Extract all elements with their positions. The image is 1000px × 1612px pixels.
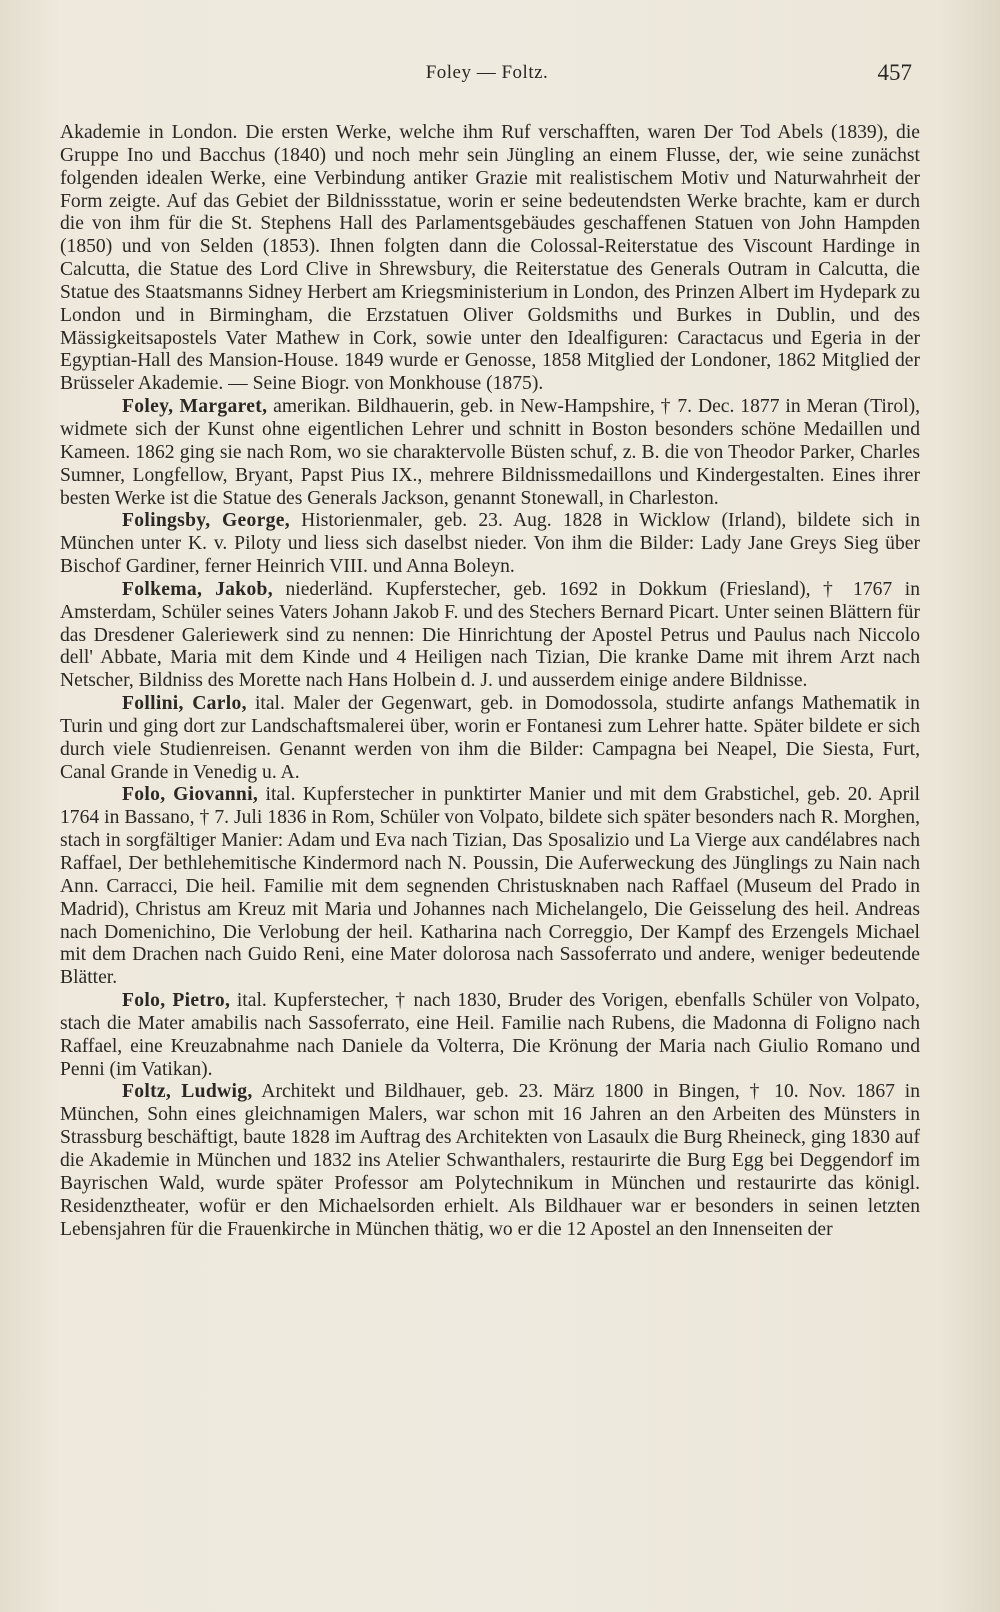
entry-lemma: Folo, Pietro, [122, 990, 231, 1012]
entry-lemma: Folingsby, George, [122, 510, 290, 532]
running-title: Foley — Foltz. [425, 62, 549, 83]
entry-folo-pietro [60, 990, 920, 1081]
entry-folingsby-george [60, 510, 920, 579]
entry-lemma: Follini, Carlo, [122, 693, 247, 715]
entry-text: Historienmaler, geb. 23. Aug. 1828 in Wicklow (Irland), bildete sich in München unter K. v. Piloty und liess sich daselbst nieder. Von ihm die Bilder: Lady Jane Greys Sieg über Bischof Gardiner, ferner Heinrich VIII. und Anna Boleyn. [60, 510, 921, 578]
entry-text: Architekt und Bildhauer, geb. 23. März 1800 in Bingen, † 10. Nov. 1867 in München, Sohn eines gleichnamigen Malers, war schon mit 16 Jahren an den Arbeiten des Münsters in Strassburg beschäftigt, baute 1828 im Auftrag des Architekten von Lasaulx die Burg Rheineck, ging 1830 auf die Akademie in München und 1832 ins Atelier Schwanthalers, restaurirte die Burg Egg bei Deggendorf im Bayrischen Wald, wurde später Professor am Polytechnikum in München und restaurirte das königl. Residenztheater, wofür er den Michaelsorden erhielt. Als Bildhauer war er besonders in seinen letzten Lebensjahren für die Frauenkirche in München thätig, wo er die 12 Apostel an den Innenseiten der [60, 1081, 920, 1240]
entry-text: ital. Maler der Gegenwart, geb. in Domodossola, studirte anfangs Mathematik in Turin und ging dort zur Landschaftsmalerei über, worin er Fontanesi zum Lehrer hatte. Später bildete er sich durch viele Studienreisen. Genannt werden von ihm die Bilder: Campagna bei Neapel, Die Siesta, Furt, Canal Grande in Venedig u. A. [60, 693, 920, 783]
entry-follini-carlo [60, 693, 920, 784]
running-head [62, 62, 912, 94]
entry-folkema-jakob [60, 579, 920, 693]
entry-lemma: Foley, Margaret, [122, 396, 268, 418]
page-number: 457 [877, 60, 912, 85]
entry-lemma: Folo, Giovanni, [122, 784, 259, 806]
entry-text: ital. Kupferstecher in punktirter Manier und mit dem Grabstichel, geb. 20. April 1764 in Bassano, † 7. Juli 1836 in Rom, Schüler von Volpato, bildete sich später besonders nach R. Morghen, stach in sorgfältiger Manier: Adam und Eva nach Tizian, Das Sposalizio und La Vierge aux candélabres nach Raffael, Der bethlehemitische Kindermord nach N. Poussin, Die Auferweckung des Jünglings zu Nain nach Ann. Carracci, Die heil. Familie mit dem segnenden Christusknaben nach Raffael (Museum del Prado in Madrid), Christus am Kreuz mit Maria und Johannes nach Michelangelo, Die Geisselung des heil. Andreas nach Domenichino, Die Verlobung der heil. Katharina nach Correggio, Der Kampf des Erzengels Michael mit dem Drachen nach Guido Reni, eine Mater dolorosa nach Sassoferrato und andere, weniger bedeutende Blätter. [60, 784, 920, 989]
continuation-paragraph [60, 122, 920, 396]
paragraph-text: Akademie in London. Die ersten Werke, welche ihm Ruf verschafften, waren Der Tod Abels (1839), die Gruppe Ino und Bacchus (1840) und noch mehr sein Jüngling an einem Flusse, der, wie seine zunächst folgenden idealen Werke, eine Verbindung antiker Grazie mit realistischem Motiv und Naturwahrheit der Form zeigte. Auf das Gebiet der Bildnissstatue, worin er seine bedeutendsten Werke brachte, kam er durch die von ihm für die St. Stephens Hall des Parlamentsgebäudes geschaffenen Statuen von John Hampden (1850) und von Selden (1853). Ihnen folgten dann die Colossal-Reiterstatue des Viscount Hardinge in Calcutta, die Statue des Lord Clive in Shrewsbury, die Reiterstatue des Generals Outram in Calcutta, die Statue des Staatsmanns Sidney Herbert am Kriegsministerium in London, des Prinzen Albert im Hydepark zu London und in Birmingham, die Erzstatuen Oliver Goldsmiths und Burkes in Dublin, und des Mässigkeitsapostels Vater Mathew in Cork, sowie unter den Idealfiguren: Caractacus und Egeria in der Egyptian-Hall des Mansion-House. 1849 wurde er Genosse, 1858 Mitglied der Londoner, 1862 Mitglied der Brüsseler Akademie. — Seine Biogr. von Monkhouse (1875). [60, 122, 920, 395]
entry-text: niederländ. Kupferstecher, geb. 1692 in Dokkum (Friesland), † 1767 in Amsterdam, Schüler seines Vaters Johann Jakob F. und des Stechers Bernard Picart. Unter seinen Blättern für das Dresdener Galeriewerk sind zu nennen: Die Hinrichtung der Apostel Petrus und Paulus nach Niccolo dell' Abbate, Maria mit dem Kinde und 4 Heiligen nach Tizian, Die kranke Dame mit ihrem Arzt nach Netscher, Bildniss des Morette nach Hans Holbein d. J. und ausserdem einige andere Bildnisse. [60, 578, 920, 692]
entry-lemma: Foltz, Ludwig, [122, 1081, 253, 1103]
entry-text: amerikan. Bildhauerin, geb. in New-Hampshire, † 7. Dec. 1877 in Meran (Tirol), widmete sich der Kunst ohne eigentlichen Lehrer und schnitt in Boston besonders schöne Medaillen und Kameen. 1862 ging sie nach Rom, wo sie charaktervolle Büsten schuf, z. B. die von Theodor Parker, Charles Sumner, Longfellow, Bryant, Papst Pius IX., mehrere Bildnissmedaillons und Kindergestalten. Eines ihrer besten Werke ist die Statue des Generals Jackson, genannt Stonewall, in Charleston. [60, 396, 920, 509]
entry-foley-margaret [60, 396, 920, 510]
body-text [60, 122, 920, 1241]
entry-lemma: Folkema, Jakob, [122, 578, 273, 600]
entry-folo-giovanni [60, 784, 920, 990]
entry-text: ital. Kupferstecher, † nach 1830, Bruder des Vorigen, ebenfalls Schüler von Volpato, stach die Mater amabilis nach Sassoferrato, eine Heil. Familie nach Rubens, die Madonna di Foligno nach Raffael, eine Kreuzabnahme nach Daniele da Volterra, Die Krönung der Maria nach Giulio Romano und Penni (im Vatikan). [60, 990, 920, 1080]
entry-foltz-ludwig [60, 1081, 920, 1241]
